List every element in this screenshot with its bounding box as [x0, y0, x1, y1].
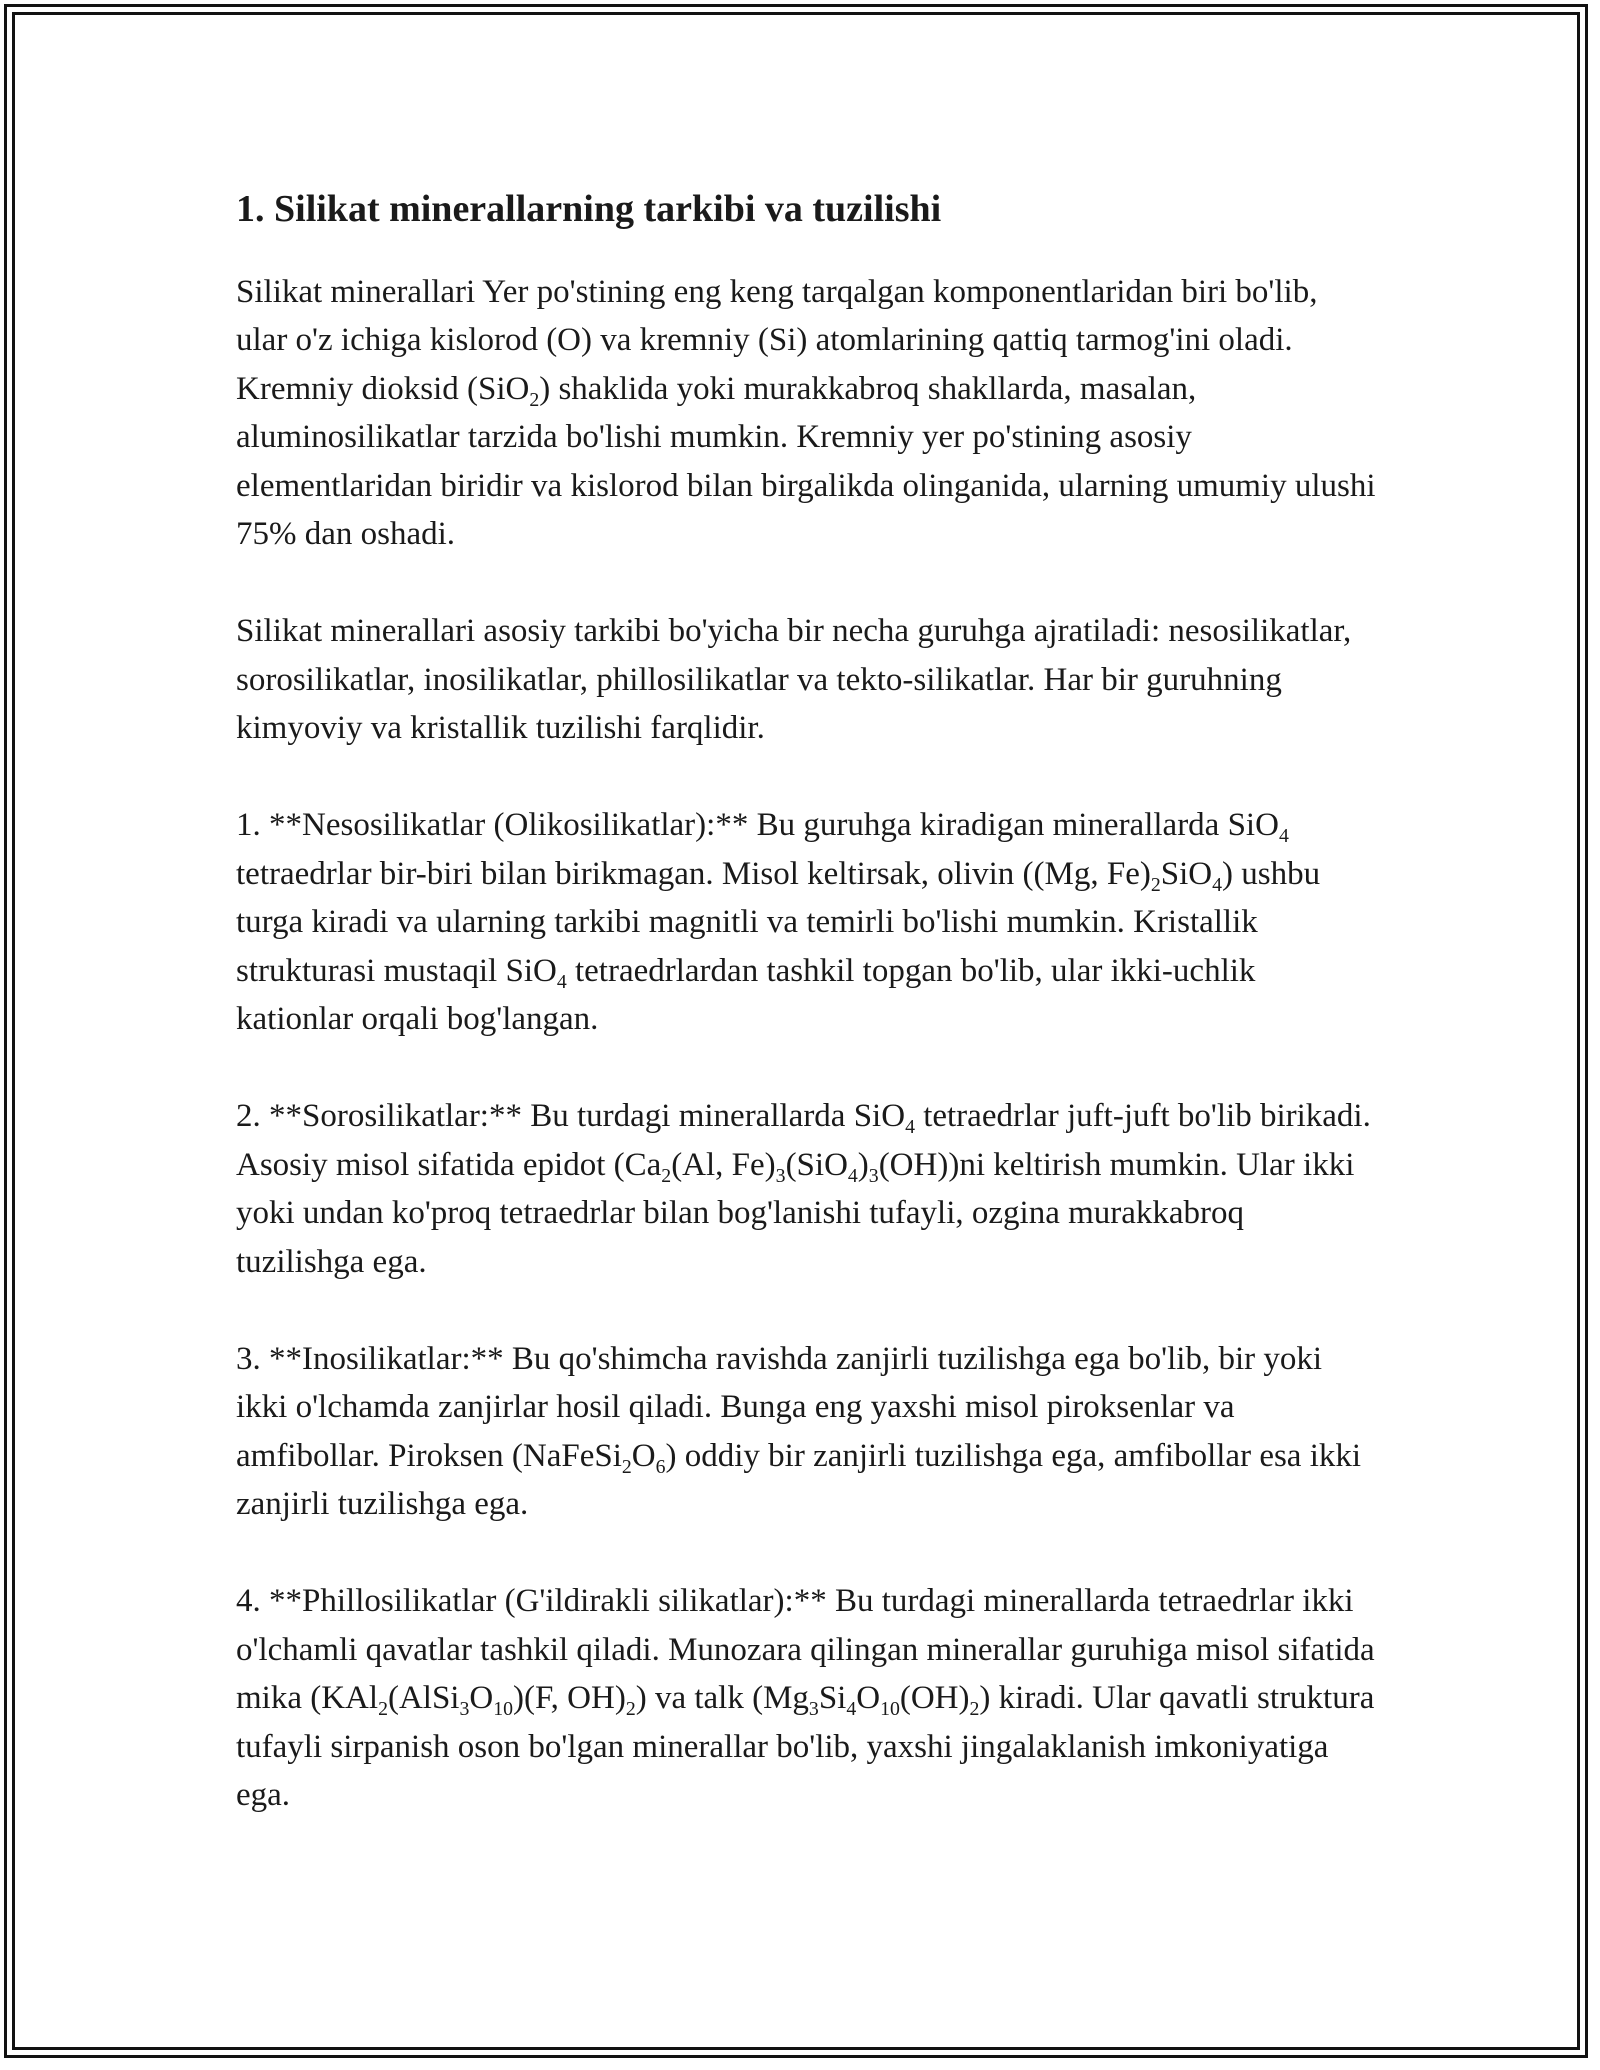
list-item-nesosilikatlar: 1. **Nesosilikatlar (Olikosilikatlar):** Bu guruhga kiradigan minerallarda SiO$_4$ tetraedrlar bir-biri bilan birikmagan. Misol keltirsak, olivin ((Mg, $Fe)_2SiO_4$) ushbu turga kiradi va ularning tarkibi magnitli va temirli bo'lishi mumkin. Kristallik strukturasi mustaqil SiO$_4$ tetraedrlardan tashkil topgan bo'lib, ular ikki-uchlik kationlar orqali bog'langan.	[236, 807, 1321, 1037]
paragraph-groups: Silikat minerallari asosiy tarkibi bo'yicha bir necha guruhga ajratiladi: nesosilikatlar, sorosilikatlar, inosilikatlar, phillosilikatlar va tekto-silikatlar. Har bir guruhning kimyoviy va kristallik tuzilishi farqlidir.	[236, 613, 1352, 746]
list-item-sorosilikatlar: 2. **Sorosilikatlar:** Bu turdagi minerallarda SiO$_4$ tetraedrlar juft-juft bo'lib birikadi. Asosiy misol sifatida epidot ($Ca_2(Al$, $Fe)_3(SiO_4)_3(OH))ni$ keltirish mumkin. Ular ikki yoki undan ko'proq tetraedrlar bilan bog'lanishi tufayli, ozgina murakkabroq tuzilishga ega.	[236, 1098, 1371, 1280]
paragraph-intro: Silikat minerallari Yer po'stining eng keng tarqalgan komponentlaridan biri bo'lib, ular o'z ichiga kislorod (O) va kremniy (Si) atomlarining qattiq tarmog'ini oladi. Kremniy dioksid (SiO$_2$) shaklida yoki murakkabroq shakllarda, masalan, aluminosilikatlar tarzida bo'lishi mumkin. Kremniy yer po'stining asosiy elementlaridan biridir va kislorod bilan birgalikda olinganida, ularning umumiy ulushi 75% dan oshadi.	[236, 273, 1376, 552]
list-item-inosilikatlar: 3. **Inosilikatlar:** Bu qo'shimcha ravishda zanjirli tuzilishga ega bo'lib, bir yoki ikki o'lchamda zanjirlar hosil qiladi. Bunga eng yaxshi misol piroksenlar va amfibollar. Piroksen $(NaFeSi_2O_6)$ oddiy bir zanjirli tuzilishga ega, amfibollar esa ikki zanjirli tuzilishga ega.	[236, 1340, 1362, 1522]
list-item-phillosilikatlar: 4. **Phillosilikatlar (G'ildirakli silikatlar):** Bu turdagi minerallarda tetraedrlar ikki o'lchamli qavatlar tashkil qiladi. Munozara qilingan minerallar guruhiga misol sifatida mika ($KAl_2(AlSi_3O_{10})(F$, $OH)_2$) va talk $(Mg_3Si_4O_{10}(OH)_2)$ kiradi. Ular qavatli struktura tufayli sirpanish oson bo'lgan minerallar bo'lib, yaxshi jingalaklanish imkoniyatiga ega.	[236, 1583, 1375, 1813]
document-body	[236, 186, 1376, 1868]
section-heading: 1. Silikat minerallarning tarkibi va tuzilishi	[236, 188, 942, 230]
